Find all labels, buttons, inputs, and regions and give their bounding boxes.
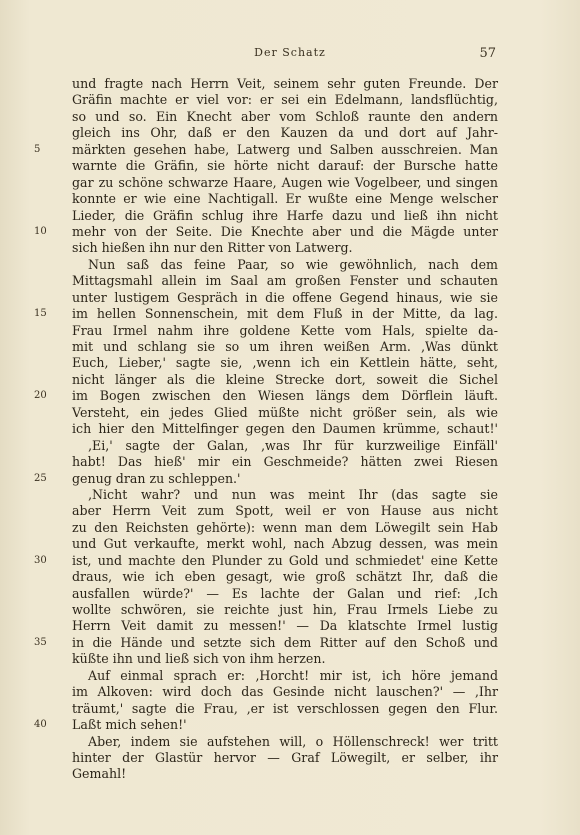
text-line <box>0 520 580 536</box>
line-text: Versteht, ein jedes Glied müßte nicht größer sein, als wie <box>72 404 498 420</box>
text-line <box>0 372 580 388</box>
line-text: genug dran zu schleppen.' <box>72 470 241 486</box>
line-number: 5 <box>34 143 41 155</box>
line-number: 25 <box>34 472 47 484</box>
running-title: Der Schatz <box>254 46 326 59</box>
text-line <box>0 586 580 602</box>
text-line <box>0 618 580 634</box>
line-text: Auf einmal sprach er: ‚Horcht! mir ist, ich höre jemand <box>88 667 498 683</box>
text-line <box>0 175 580 191</box>
line-number: 15 <box>34 308 47 320</box>
text-line <box>0 750 580 766</box>
line-text: Mittagsmahl allein im Saal am großen Fenster und schauten <box>72 273 498 289</box>
text-line <box>0 109 580 125</box>
text-line <box>0 701 580 717</box>
line-text: aber Herrn Veit zum Spott, weil er von Hause aus nicht <box>72 503 498 519</box>
line-text: in die Hände und setzte sich dem Ritter auf den Schoß und <box>72 634 498 650</box>
text-line <box>0 388 580 404</box>
line-text: ausfallen würde?' — Es lachte der Galan und rief: ‚Ich <box>72 585 498 601</box>
line-text: unter lustigem Gespräch in die offene Gegend hinaus, wie sie <box>72 289 498 305</box>
line-text: zu den Reichsten gehörte): wenn man dem Löwegilt sein Hab <box>72 519 498 535</box>
line-text: wollte schwören, sie reichte just hin, Frau Irmels Liebe zu <box>72 602 498 617</box>
text-line <box>0 142 580 158</box>
text-line <box>0 191 580 207</box>
text-line <box>0 125 580 141</box>
text-line <box>0 454 580 470</box>
text-line <box>0 569 580 585</box>
text-line <box>0 503 580 519</box>
text-line <box>0 240 580 256</box>
line-text: so und so. Ein Knecht aber vom Schloß raunte den andern <box>72 108 498 124</box>
text-line <box>0 405 580 421</box>
text-line <box>0 257 580 273</box>
line-text: gar zu schöne schwarze Haare, Augen wie Vogelbeer, und singen <box>72 174 498 190</box>
body-text <box>0 76 580 783</box>
line-text: und Gut verkaufte, merkt wohl, nach Abzug dessen, was mein <box>72 536 498 552</box>
line-text: ‚Ei,' sagte der Galan, ‚was Ihr für kurzweilige Einfäll' <box>88 437 498 453</box>
line-text: Lieder, die Gräfin schlug ihre Harfe dazu und ließ ihn nicht <box>72 207 498 223</box>
text-line <box>0 487 580 503</box>
text-line <box>0 208 580 224</box>
line-text: Frau Irmel nahm ihre goldene Kette vom Hals, spielte da- <box>72 322 498 338</box>
line-text: hinter der Glastür hervor — Graf Löwegilt, er selber, ihr <box>72 749 498 765</box>
text-line <box>0 684 580 700</box>
line-text: mit und schlang sie so um ihren weißen Arm. ‚Was dünkt <box>72 339 498 354</box>
line-text: im Alkoven: wird doch das Gesinde nicht lauschen?' — ‚Ihr <box>72 684 498 700</box>
text-line <box>0 734 580 750</box>
line-number: 10 <box>34 225 47 237</box>
line-number: 30 <box>34 554 47 566</box>
text-line <box>0 635 580 651</box>
line-text: gleich ins Ohr, daß er den Kauzen da und dort auf Jahr- <box>72 125 498 141</box>
text-line <box>0 306 580 322</box>
line-text: und fragte nach Herrn Veit, seinem sehr guten Freunde. Der <box>72 76 498 91</box>
line-text: Euch, Lieber,' sagte sie, ‚wenn ich ein Kettlein hätte, seht, <box>72 355 498 371</box>
text-line <box>0 651 580 667</box>
text-line <box>0 339 580 355</box>
line-text: im hellen Sonnenschein, mit dem Fluß in der Mitte, da lag. <box>72 306 498 322</box>
text-line <box>0 290 580 306</box>
line-number: 35 <box>34 636 47 648</box>
line-number: 20 <box>34 390 47 402</box>
text-line <box>0 553 580 569</box>
line-text: Herrn Veit damit zu messen!' — Da klatschte Irmel lustig <box>72 618 498 634</box>
line-text: Aber, indem sie aufstehen will, o Höllenschreck! wer tritt <box>88 733 498 749</box>
text-line <box>0 158 580 174</box>
text-line <box>0 273 580 289</box>
text-line <box>0 224 580 240</box>
line-text: ist, und machte den Plunder zu Gold und schmiedet' eine Kette <box>72 552 498 568</box>
line-text: konnte er wie eine Nachtigall. Er wußte eine Menge welscher <box>72 191 498 207</box>
text-line <box>0 355 580 371</box>
line-text: habt! Das hieß' mir ein Geschmeide? hätten zwei Riesen <box>72 454 498 470</box>
text-line <box>0 717 580 733</box>
line-text: Gräfin machte er viel vor: er sei ein Edelmann, landsflüchtig, <box>72 92 498 108</box>
text-line <box>0 536 580 552</box>
text-line <box>0 471 580 487</box>
line-text: warnte die Gräfin, sie hörte nicht darauf: der Bursche hatte <box>72 158 498 174</box>
line-number: 40 <box>34 719 47 731</box>
line-text: ‚Nicht wahr? und nun was meint Ihr (das sagte sie <box>88 486 498 502</box>
line-text: im Bogen zwischen den Wiesen längs dem Dörflein läuft. <box>72 388 498 404</box>
text-line <box>0 602 580 618</box>
line-text: küßte ihn und ließ sich von ihm herzen. <box>72 651 326 667</box>
line-text: draus, wie ich eben gesagt, wie groß schätzt Ihr, daß die <box>72 569 498 585</box>
line-text: Laßt mich sehen!' <box>72 717 187 733</box>
text-line <box>0 766 580 782</box>
text-line <box>0 76 580 92</box>
line-text: nicht länger als die kleine Strecke dort, soweit die Sichel <box>72 371 498 387</box>
line-text: märkten gesehen habe, Latwerg und Salben ausschreien. Man <box>72 141 498 157</box>
line-text: träumt,' sagte die Frau, ‚er ist verschlossen gegen den Flur. <box>72 700 498 716</box>
text-line <box>0 668 580 684</box>
line-text: Gemahl! <box>72 766 127 782</box>
text-line <box>0 421 580 437</box>
text-line <box>0 323 580 339</box>
text-line <box>0 438 580 454</box>
page-number: 57 <box>479 46 496 61</box>
line-text: sich hießen ihn nur den Ritter von Latwerg. <box>72 240 353 256</box>
line-text: ich hier den Mittelfinger gegen den Daumen krümme, schaut!' <box>72 421 498 437</box>
page-header <box>0 46 580 64</box>
line-text: Nun saß das feine Paar, so wie gewöhnlich, nach dem <box>88 256 498 272</box>
text-line <box>0 92 580 108</box>
line-text: mehr von der Seite. Die Knechte aber und die Mägde unter <box>72 223 498 239</box>
